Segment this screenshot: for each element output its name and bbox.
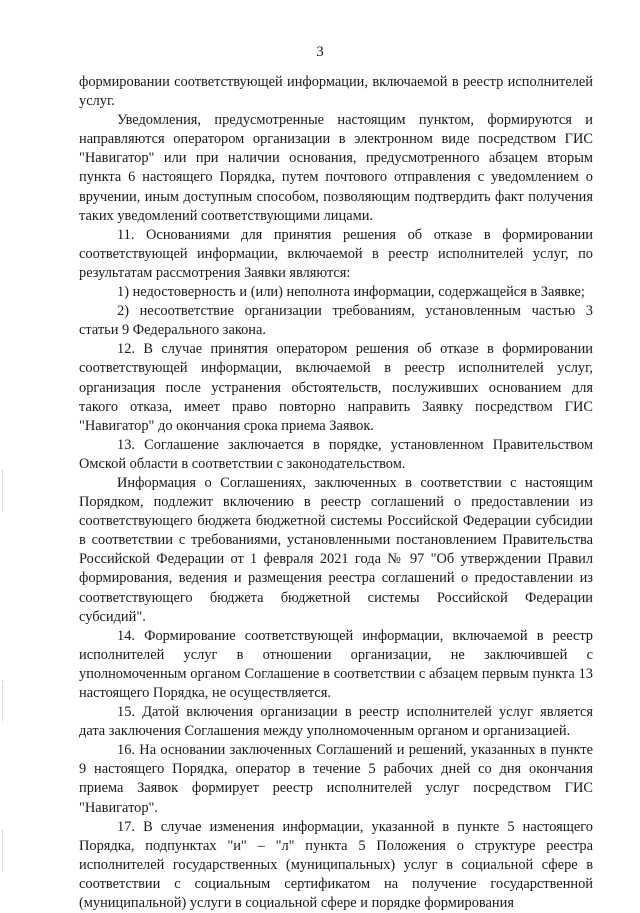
scan-margin-mark — [2, 680, 9, 722]
paragraph: 1) недостоверность и (или) неполнота информации, содержащейся в Заявке; — [117, 284, 585, 301]
paragraph: 2) несоответствие организации требованиям, установленным частью 3 статьи 9 Федерального закона. — [79, 303, 593, 339]
paragraph: Уведомления, предусмотренные настоящим пунктом, формируются и направляются оператором организации в электронном виде посредством ГИС "Навигатор" или при наличии основания, предусмотренного абзацем вторым пункта 6 настоящего Порядка, путем почтового отправления с уведомлением о вручении, иным доступным способом, позволяющим подтвердить факт получения таких уведомлений соответствующими лицами. — [79, 112, 593, 224]
paragraph: 17. В случае изменения информации, указанной в пункте 5 настоящего Порядка, подпунктах "и" – "л" пункта 5 Положения о структуре реестра исполнителей государственных (муниципальных) услуг в социальной сфере в соответствии с социальным сертификатом на получение государственной (муниципальной) услуги в социальной сфере и порядке формирования — [79, 818, 593, 912]
paragraph: 15. Датой включения организации в реестр исполнителей услуг является дата заключения Соглашения между уполномоченным органом и организацией. — [79, 704, 593, 740]
document-body — [79, 73, 593, 913]
page-number: 3 — [316, 44, 324, 60]
paragraph: 16. На основании заключенных Соглашений и решений, указанных в пункте 9 настоящего Порядка, оператор в течение 5 рабочих дней со дня окончания приема Заявок формирует реестр исполнителей услуг посредством ГИС "Навигатор". — [79, 742, 593, 816]
paragraph: Информация о Соглашениях, заключенных в соответствии с настоящим Порядком, подлежит включению в реестр соглашений о предоставлении из соответствующего бюджета бюджетной системы Российской Федерации субсидии в соответствии с требованиями, установленными постановлением Правительства Российской Федерации от 1 февраля 2021 года № 97 "Об утверждении Правил формирования, ведения и размещения реестра соглашений о предоставлении из соответствующего бюджета бюджетной системы Российской Федерации субсидий". — [79, 474, 593, 625]
scan-margin-mark — [2, 470, 9, 512]
paragraph: 12. В случае принятия оператором решения об отказе в формировании соответствующей информации, включаемой в реестр исполнителей услуг, организация после устранения обстоятельств, послуживших основанием для такого отказа, имеет право повторно направить Заявку посредством ГИС "Навигатор" до окончания срока приема Заявок. — [79, 341, 593, 434]
paragraph: 13. Соглашение заключается в порядке, установленном Правительством Омской области в соответствии с законодательством. — [79, 436, 593, 472]
paragraph: 14. Формирование соответствующей информации, включаемой в реестр исполнителей услуг в отношении организации, не заключившей с уполномоченным органом Соглашение в соответствии с абзацем первым пункта 13 настоящего Порядка, не осуществляется. — [79, 627, 593, 701]
scan-margin-mark — [2, 830, 9, 872]
paragraph: формировании соответствующей информации, включаемой в реестр исполнителей услуг. — [79, 74, 593, 110]
paragraph: 11. Основаниями для принятия решения об отказе в формировании соответствующей информации, включаемой в реестр исполнителей услуг, по результатам рассмотрения Заявки являются: — [79, 226, 593, 281]
